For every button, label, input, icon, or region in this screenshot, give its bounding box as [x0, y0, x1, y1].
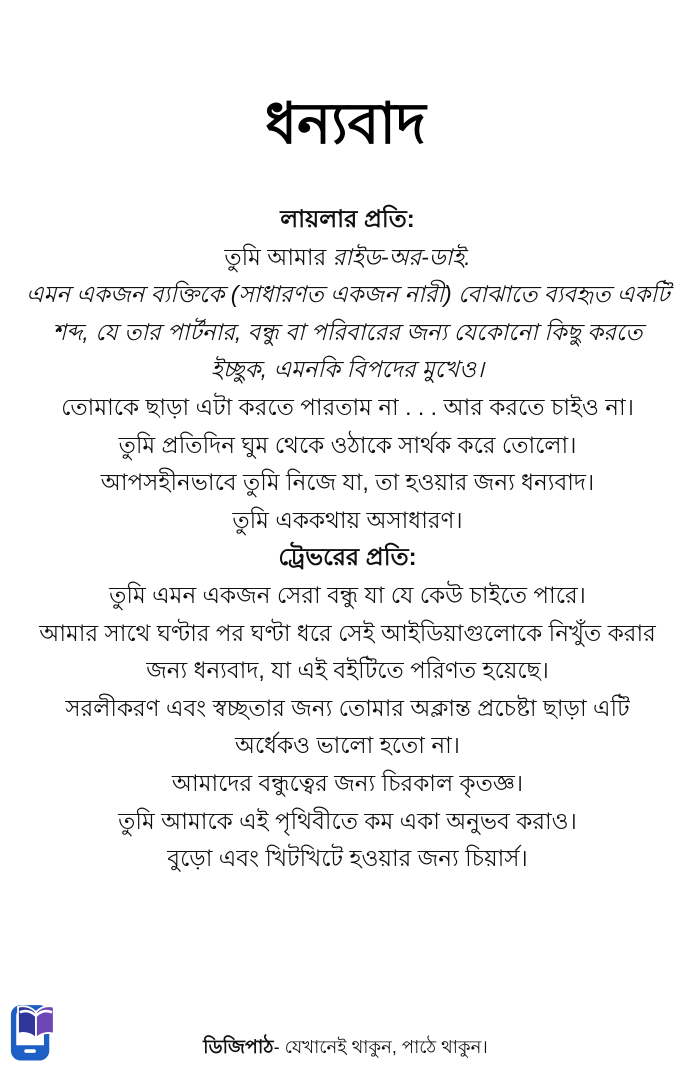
definition-line: এমন একজন ব্যক্তিকে (সাধারণত একজন নারী) বোঝাতে ব্যবহৃত একটি: [26, 281, 670, 308]
page-title: ধন্যবাদ: [265, 92, 426, 156]
body-line: আমাদের বন্ধুত্বের জন্য চিরকাল কৃতজ্ঞ।: [171, 769, 524, 796]
body-line: তুমি প্রতিদিন ঘুম থেকে ওঠাকে সার্থক করে তোলো।: [118, 431, 577, 458]
intro-regular-text: তুমি আমার: [224, 243, 333, 270]
body-line: তুমি আমাকে এই পৃথিবীতে কম একা অনুভব করাও।: [118, 807, 577, 834]
acknowledgments-text: [26, 201, 669, 878]
body-line: আপসহীনভাবে তুমি নিজে যা, তা হওয়ার জন্য ধন্যবাদ।: [100, 469, 595, 496]
definition-line: ইচ্ছুক, এমনকি বিপদের মুখেও।: [210, 356, 485, 383]
intro-italic-text: রাইড-অর-ডাই.: [332, 243, 471, 270]
body-line: বুড়ো এবং খিটখিটে হওয়ার জন্য চিয়ার্স।: [167, 845, 528, 872]
definition-line: শব্দ, যে তার পার্টনার, বন্ধু বা পরিবারের জন্য যেকোনো কিছু করতে: [52, 318, 643, 345]
body-line: [26, 239, 669, 277]
tagline-text: - যেখানেই থাকুন, পাঠে থাকুন।: [273, 1037, 488, 1057]
body-line: তুমি এককথায় অসাধারণ।: [232, 506, 463, 533]
body-line: তোমাকে ছাড়া এটা করতে পারতাম না . . . আর করতে চাইও না।: [61, 393, 634, 420]
body-line: জন্য ধন্যবাদ, যা এই বইটিতে পরিণত হয়েছে।: [146, 657, 549, 684]
body-line: তুমি এমন একজন সেরা বন্ধু যা যে কেউ চাইতে পারে।: [109, 581, 586, 608]
section-heading-layla: লায়লার প্রতি:: [280, 206, 415, 233]
body-line: আমার সাথে ঘণ্টার পর ঘণ্টা ধরে সেই আইডিয়াগুলোকে নিখুঁত করার: [39, 619, 656, 646]
footer-tagline: [0, 1033, 691, 1062]
section-heading-trevor: ট্রেভরের প্রতি:: [278, 544, 417, 572]
body-line: সরলীকরণ এবং স্বচ্ছতার জন্য তোমার অক্লান্ত প্রচেষ্টা ছাড়া এটি: [65, 694, 630, 721]
body-line: অর্ধেকও ভালো হতো না।: [235, 732, 460, 759]
brand-name: ডিজিপাঠ: [203, 1037, 274, 1058]
